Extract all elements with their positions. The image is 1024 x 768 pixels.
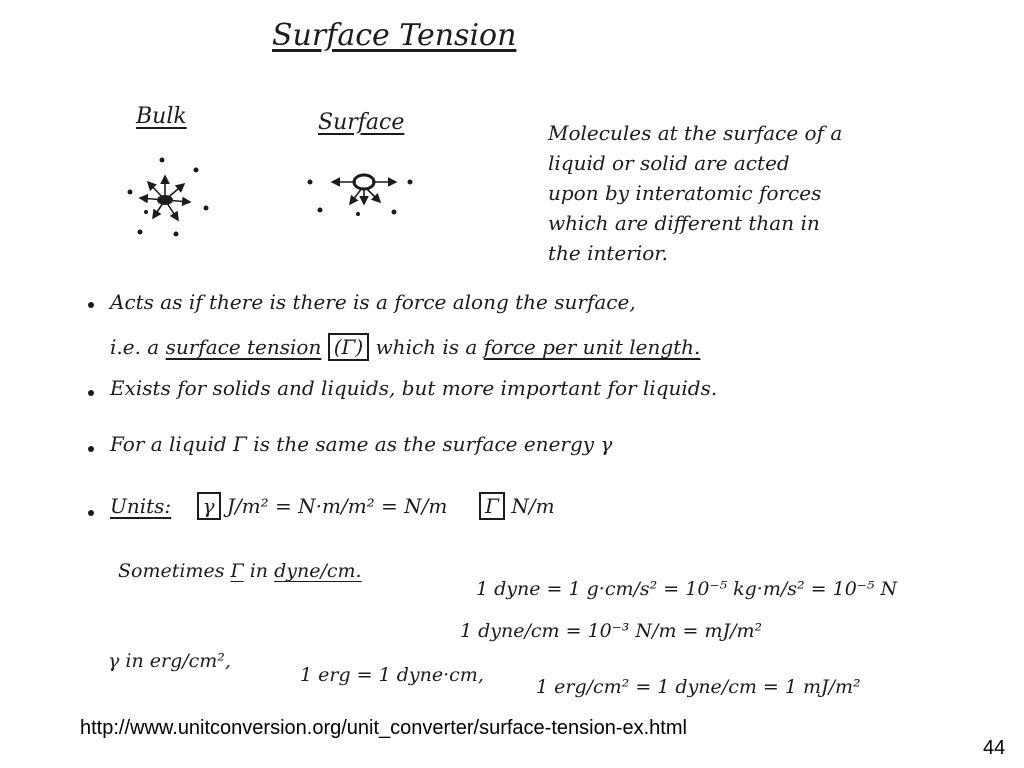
bullet-acts-as-force: Acts as if there is there is a force along the surface,	[110, 290, 636, 314]
description-line: upon by interatomic forces	[548, 181, 822, 205]
gamma-erg-part-c: 1 erg/cm² = 1 dyne/cm = 1 mJ/m²	[536, 676, 861, 698]
bullet-exists-solids-liquids: Exists for solids and liquids, but more important for liquids.	[110, 376, 718, 400]
bullet-ie-prefix: i.e. a	[110, 335, 160, 359]
bullet-liquid-surface-energy: For a liquid Γ is the same as the surface energy γ	[110, 432, 613, 456]
description-line: Molecules at the surface of a	[548, 121, 843, 145]
bullet-dot	[88, 510, 94, 516]
sometimes-prefix: Sometimes	[118, 560, 225, 582]
surface-molecule-diagram	[296, 160, 426, 220]
which-is-text: which is a	[375, 335, 478, 359]
page-title: Surface Tension	[272, 18, 517, 53]
sometimes-Gamma: Γ	[230, 560, 244, 582]
sometimes-in: in	[249, 560, 269, 582]
bullet-dot	[88, 302, 94, 308]
description-line: the interior.	[548, 241, 668, 265]
gamma-erg-part-a: γ in erg/cm²,	[108, 650, 231, 672]
gamma-units: J/m² = N·m/m² = N/m	[226, 494, 448, 518]
bulk-molecule-diagram	[118, 150, 218, 240]
surface-label: Surface	[318, 110, 405, 135]
dyne-per-cm-unit: dyne/cm.	[274, 560, 362, 582]
gamma-unit-box: γ	[197, 492, 221, 520]
gamma-symbol-box: (Γ)	[328, 333, 369, 361]
units-label: Units:	[110, 494, 172, 518]
bullet-surface-tension-line	[110, 335, 700, 359]
description-line: which are different than in	[548, 211, 820, 235]
sometimes-line	[118, 560, 362, 582]
gamma-erg-part-b: 1 erg = 1 dyne·cm,	[300, 664, 484, 686]
bulk-label: Bulk	[136, 104, 187, 129]
force-per-unit-length: force per unit length.	[483, 335, 701, 359]
description-line: liquid or solid are acted	[548, 151, 790, 175]
Gamma-unit-box: Γ	[479, 492, 505, 520]
molecule-description	[548, 118, 968, 268]
dyne-conversion: 1 dyne = 1 g·cm/s² = 10⁻⁵ kg·m/s² = 10⁻⁵ N	[476, 578, 898, 600]
page-number: 44	[983, 737, 1006, 759]
dyne-per-cm-conversion: 1 dyne/cm = 10⁻³ N/m = mJ/m²	[460, 620, 763, 642]
bullet-dot	[88, 390, 94, 396]
source-url: http://www.unitconversion.org/unit_converter/surface-tension-ex.html	[80, 717, 687, 739]
surface-tension-term: surface tension	[165, 335, 322, 359]
Gamma-units: N/m	[511, 494, 555, 518]
bullet-dot	[88, 446, 94, 452]
bullet-units	[110, 494, 555, 518]
